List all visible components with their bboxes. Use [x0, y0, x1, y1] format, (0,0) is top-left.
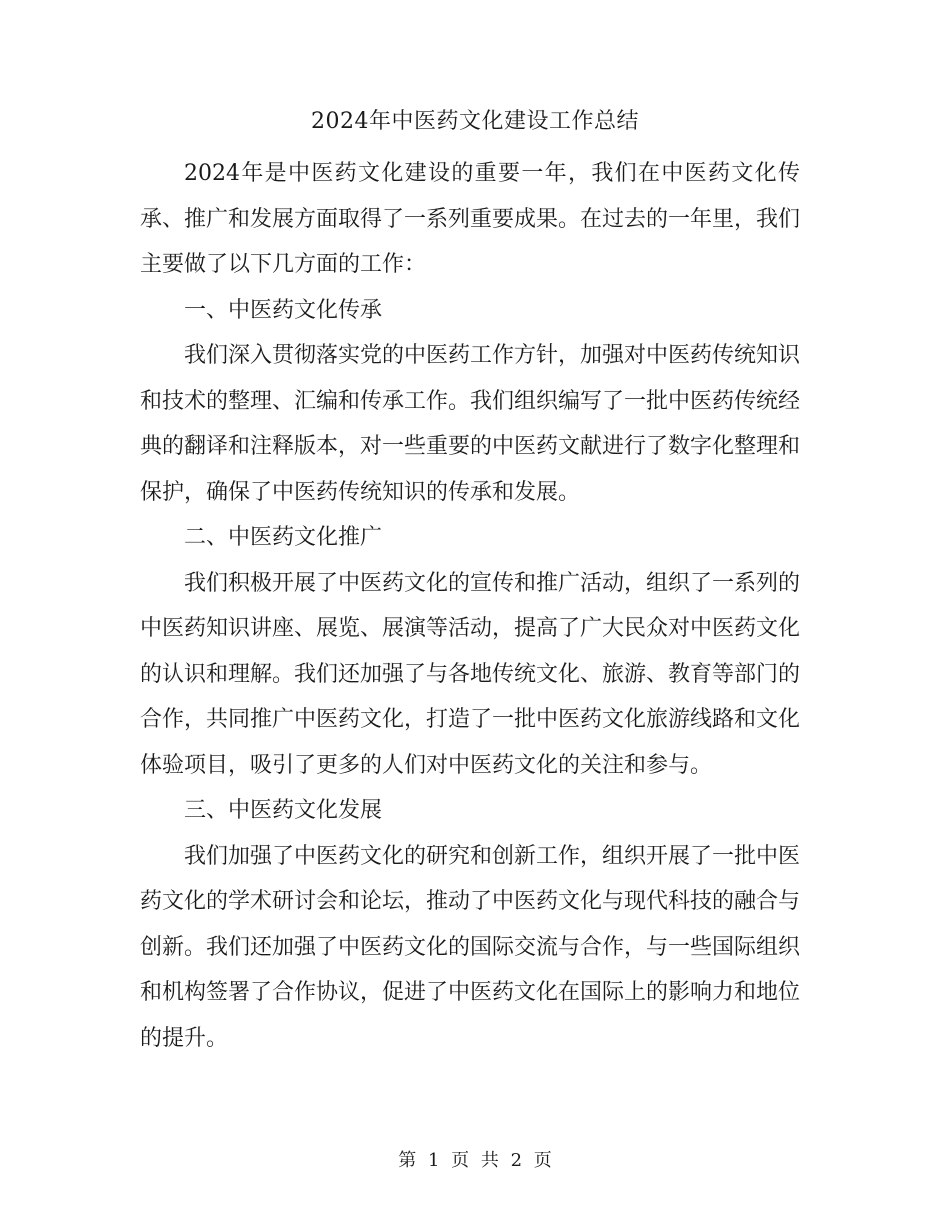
promotion-paragraph: 我们积极开展了中医药文化的宣传和推广活动，组织了一系列的中医药知识讲座、展览、展演等活动，提高了广大民众对中医药文化的认识和理解。我们还加强了与各地传统文化、旅游、教育等部门的合作，共同推广中医药文化，打造了一批中医药文化旅游线路和文化体验项目，吸引了更多的人们对中医药文化的关注和参与。: [140, 570, 801, 778]
document-body: [140, 151, 800, 1061]
inheritance-paragraph: 我们深入贯彻落实党的中医药工作方针，加强对中医药传统知识和技术的整理、汇编和传承工作。我们组织编写了一批中医药传统经典的翻译和注释版本，对一些重要的中医药文献进行了数字化整理和保护，确保了中医药传统知识的传承和发展。: [140, 343, 801, 505]
section-heading-inheritance: 一、中医药文化传承: [184, 297, 383, 323]
section-heading-development: 三、中医药文化发展: [184, 798, 383, 823]
intro-paragraph: 2024年是中医药文化建设的重要一年，我们在中医药文化传承、推广和发展方面取得了一系列重要成果。在过去的一年里，我们主要做了以下几方面的工作：: [140, 161, 801, 277]
document-title: 2024年中医药文化建设工作总结: [311, 109, 639, 134]
page-footer: 第 1 页 共 2 页: [398, 1150, 552, 1171]
development-paragraph: 我们加强了中医药文化的研究和创新工作，组织开展了一批中医药文化的学术研讨会和论坛，推动了中医药文化与现代科技的融合与创新。我们还加强了中医药文化的国际交流与合作，与一些国际组织和机构签署了合作协议，促进了中医药文化在国际上的影响力和地位的提升。: [140, 843, 801, 1051]
section-heading-promotion: 二、中医药文化推广: [184, 525, 383, 550]
